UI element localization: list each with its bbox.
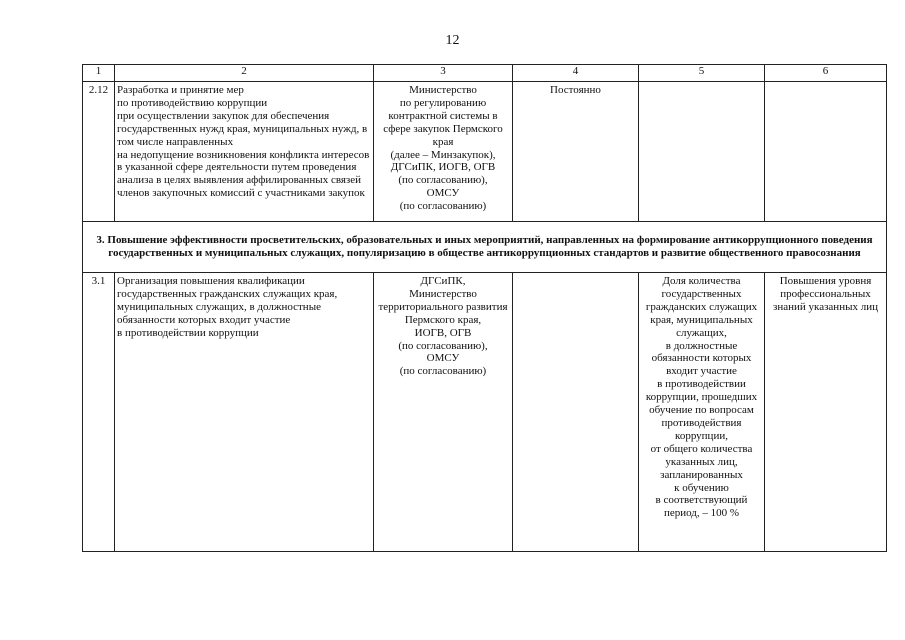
table-row-3-1 <box>83 273 887 552</box>
section-header-row <box>83 222 887 273</box>
indicator-cell <box>639 82 765 222</box>
measure-cell: Организация повышения квалификации государственных гражданских служащих края, муниципальных служащих, в должностные обязанности которых входит участие в противодействии коррупции <box>115 273 374 552</box>
term-cell: Постоянно <box>513 82 639 222</box>
header-cell-2: 2 <box>115 65 374 82</box>
indicator-cell: Доля количества государственных гражданских служащих края, муниципальных служащих, в должностные обязанности которых входит участие в противодействии коррупции, прошедших обучение по вопросам противодействия коррупции, от общего количества указанных лиц, запланированных к обучению в соответствующий период, – 100 % <box>639 273 765 552</box>
measures-table <box>82 64 887 552</box>
header-row <box>83 65 887 82</box>
section-title: 3. Повышение эффективности просветительских, образовательных и иных мероприятий, направленных на формирование антикоррупционного поведения государственных и муниципальных служащих, популяризацию в обществе антикоррупционных стандартов и развитие общественного правосознания <box>83 222 887 273</box>
table-row-2-12 <box>83 82 887 222</box>
executor-cell: ДГСиПК, Министерство территориального развития Пермского края, ИОГВ, ОГВ (по согласованию), ОМСУ (по согласованию) <box>374 273 513 552</box>
term-cell <box>513 273 639 552</box>
header-cell-4: 4 <box>513 65 639 82</box>
row-number: 3.1 <box>83 273 115 552</box>
result-cell: Повышения уровня профессиональных знаний указанных лиц <box>765 273 887 552</box>
executor-cell: Министерство по регулированию контрактной системы в сфере закупок Пермского края (далее – Минзакупок), ДГСиПК, ИОГВ, ОГВ (по согласованию), ОМСУ (по согласованию) <box>374 82 513 222</box>
header-cell-5: 5 <box>639 65 765 82</box>
header-cell-3: 3 <box>374 65 513 82</box>
header-cell-1: 1 <box>83 65 115 82</box>
result-cell <box>765 82 887 222</box>
measure-cell: Разработка и принятие мер по противодействию коррупции при осуществлении закупок для обеспечения государственных нужд края, муниципальных нужд, в том числе направленных на недопущение возникновения конфликта интересов в указанной сфере деятельности путем проведения анализа в целях выявления аффилированных связей членов закупочных комиссий с участниками закупок <box>115 82 374 222</box>
page-number: 12 <box>445 33 460 48</box>
row-number: 2.12 <box>83 82 115 222</box>
header-cell-6: 6 <box>765 65 887 82</box>
